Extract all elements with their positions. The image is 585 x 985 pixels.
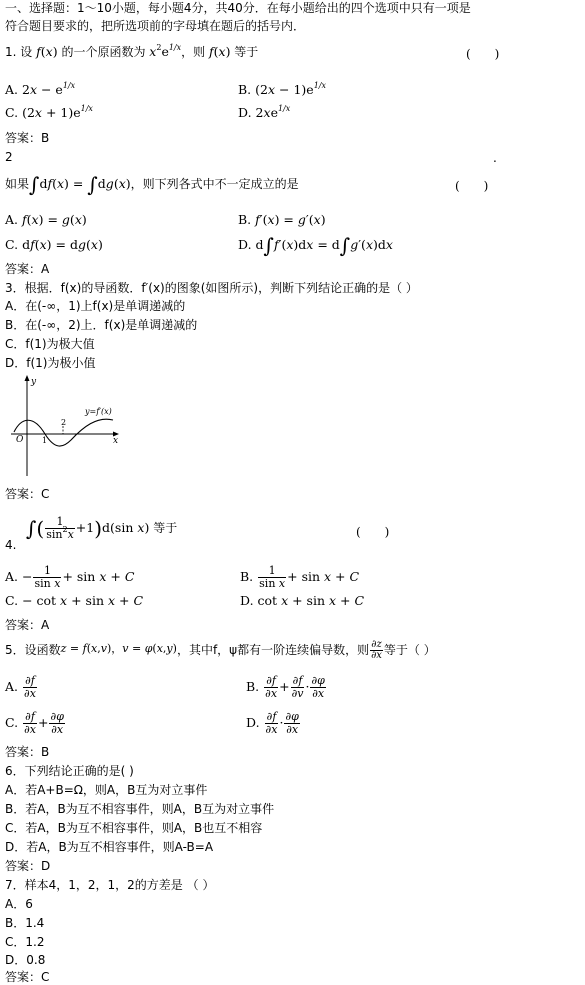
q1-option-b: B. $(2x - 1)e^{1/x}$ xyxy=(238,81,326,97)
y-axis-arrow xyxy=(25,375,30,381)
q6-option-b: B．若A，B为互不相容事件，则A，B互为对立事件 xyxy=(5,802,275,816)
q5-option-a: A. $\frac{\partial f}{\partial x}$ xyxy=(5,674,36,700)
q5-option-b: B. $\frac{\partial f}{\partial x}$ + $\frac{\partial f}{\partial v}$ · $\frac{\partial\varphi}{\partial x}$ xyxy=(246,674,325,700)
q2-option-b: B. f′(x) = g′(x) xyxy=(238,212,326,227)
q2-answer-blank: ( ) xyxy=(455,179,489,193)
q3-option-c: C．f(1)为极大值 xyxy=(5,337,95,351)
q3-answer: 答案：C xyxy=(5,487,50,501)
q1-option-c: C. $(2x + 1)e^{1/x}$ xyxy=(5,104,93,120)
q2-option-c: C. df(x) = dg(x) xyxy=(5,237,103,252)
q4-option-b: B. $\frac{1}{\text{sin x}}$ + sin x + C xyxy=(240,564,360,590)
q7-stem: 7．样本4，1，2，1，2的方差是 （ ） xyxy=(5,878,215,892)
q5-answer: 答案：B xyxy=(5,745,50,759)
origin-label: O xyxy=(16,435,24,445)
q5-option-c: C. $\frac{\partial f}{\partial x}$ + $\frac{\partial\varphi}{\partial x}$ xyxy=(5,710,64,736)
q4-answer: 答案：A xyxy=(5,618,50,632)
q2-option-d: D. d∫f′(x)dx = d∫g′(x)dx xyxy=(238,233,393,258)
q3-option-a: A．在(-∞，1)上f(x)是单调递减的 xyxy=(5,299,186,313)
q4-number: 4. xyxy=(5,538,17,552)
q7-option-a: A．6 xyxy=(5,897,33,911)
q6-option-c: C．若A，B为互不相容事件，则A，B也互不相容 xyxy=(5,821,263,835)
q4-option-d: D. cot x + sin x + C xyxy=(240,593,365,608)
curve-label: y=f′(x) xyxy=(85,407,112,416)
y-axis-label: y xyxy=(31,377,37,387)
instructions-line-1: 一、选择题：1～10小题，每小题4分，共40分．在每小题给出的四个选项中只有一项是 xyxy=(5,1,471,15)
q6-answer: 答案：D xyxy=(5,859,51,873)
q3-option-d: D．f(1)为极小值 xyxy=(5,356,96,370)
q5-stem: 5．设函数z = f(x,v)，v = φ(x,y)，其中f，ψ都有一阶连续偏导数，则 $\frac{\partial z}{\partial x}$ 等于（ ） xyxy=(5,639,436,661)
q4-stem: ∫( $\frac{1}{\sin^2x}$ +1)d(sin x) 等于 xyxy=(26,515,178,541)
q2-option-a: A. f(x) = g(x) xyxy=(5,212,87,227)
x-axis-label: x xyxy=(113,436,119,446)
q1-answer-blank: ( ) xyxy=(466,47,500,61)
q3-option-b: B．在(-∞，2)上．f(x)是单调递减的 xyxy=(5,318,198,332)
q7-option-c: C．1.2 xyxy=(5,935,45,949)
instructions-line-2: 符合题目要求的，把所选项前的字母填在题后的括号内． xyxy=(5,19,306,33)
q3-stem: 3．根据．f(x)的导函数．f′(x)的图象(如图所示)，判断下列结论正确的是（ ） xyxy=(5,281,418,295)
q2-stem: 如果∫df(x) = ∫dg(x)，则下列各式中不一定成立的是 xyxy=(5,172,299,197)
q4-answer-blank: ( ) xyxy=(356,525,390,539)
q6-stem: 6．下列结论正确的是( ) xyxy=(5,764,134,778)
tick-1-label: 1 xyxy=(42,436,48,445)
q7-answer: 答案：C xyxy=(5,970,50,984)
tick-2-label: 2 xyxy=(61,418,67,427)
q6-option-a: A．若A+B=Ω，则A，B互为对立事件 xyxy=(5,783,208,797)
q2-number: 2 xyxy=(5,150,13,164)
q3-derivative-graph xyxy=(5,372,125,480)
q4-option-c: C. − cot x + sin x + C xyxy=(5,593,144,608)
q1-option-a: A. $2x - e^{1/x}$ xyxy=(5,81,76,97)
q1-answer: 答案：B xyxy=(5,131,50,145)
q1-option-d: D. $2xe^{1/x}$ xyxy=(238,104,291,120)
q6-option-d: D．若A，B为互不相容事件，则A-B=A xyxy=(5,840,214,854)
q1-stem: 1. 设 f(x) 的一个原函数为 $x^2e^{1/x}$，则 f(x) 等于 xyxy=(5,43,259,59)
q2-answer: 答案：A xyxy=(5,262,50,276)
q7-option-b: B．1.4 xyxy=(5,916,45,930)
q4-option-a: A. − $\frac{1}{\text{sin x}}$ + sin x + C xyxy=(5,564,135,590)
q5-option-d: D. $\frac{\partial f}{\partial x}$ · $\frac{\partial\varphi}{\partial x}$ xyxy=(246,710,299,736)
q7-option-d: D．0.8 xyxy=(5,953,46,967)
stray-dot: . xyxy=(493,151,497,165)
